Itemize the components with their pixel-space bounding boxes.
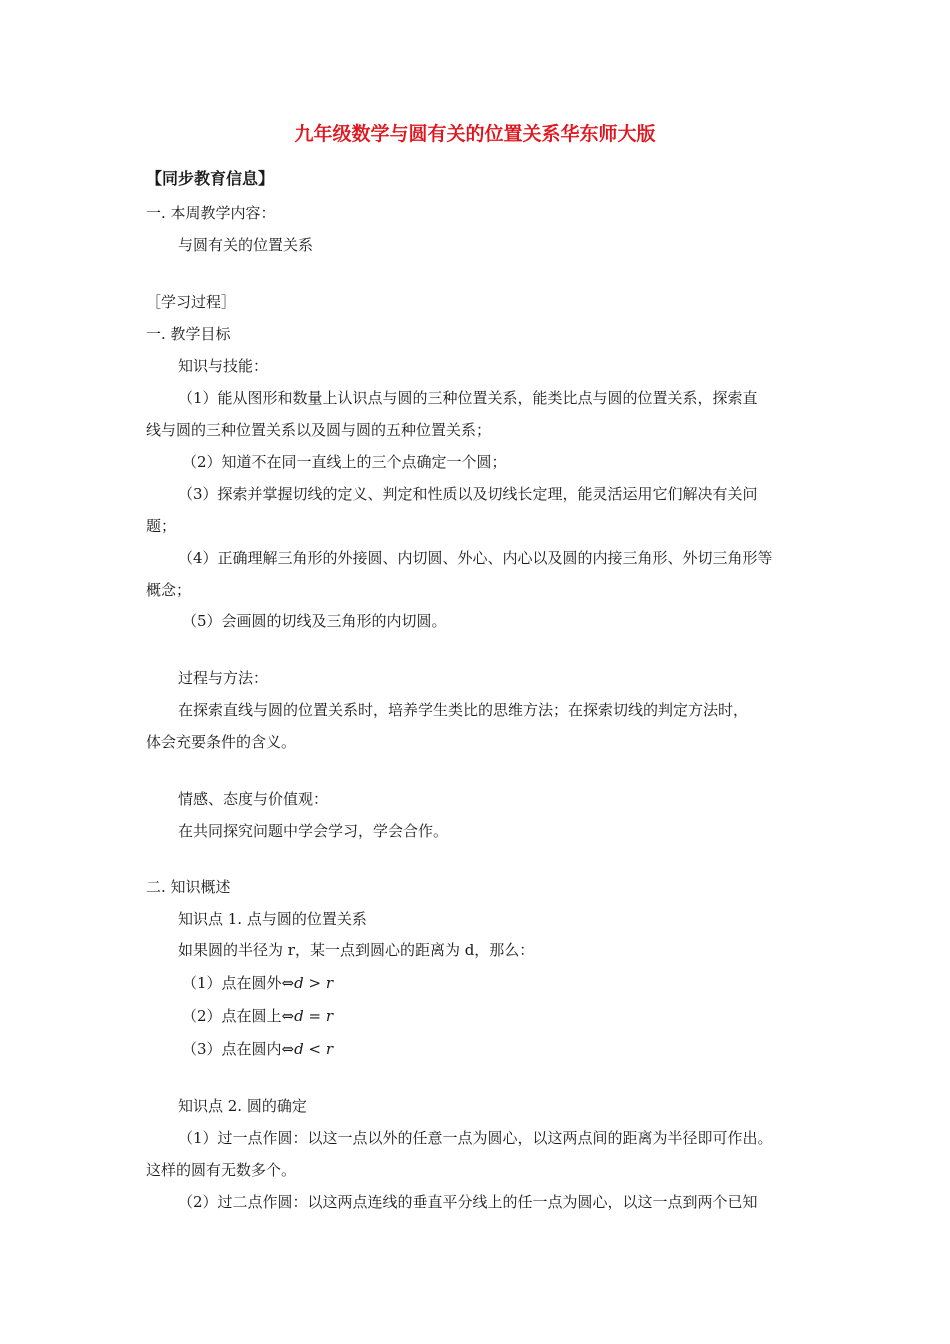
process-method-label: 过程与方法： (178, 669, 269, 687)
kp1-item (182, 1007, 846, 1025)
page-title: 九年级数学与圆有关的位置关系华东师大版 (294, 123, 656, 145)
knowledge-item-3-cont: 题； (146, 517, 177, 535)
process-method-text-cont: 体会充要条件的含义。 (146, 733, 297, 751)
kp1-item-label: （2）点在圆上⇔ (182, 1007, 295, 1025)
knowledge-item-3: （3）探索并掌握切线的定义、判定和性质以及切线长定理，能灵活运用它们解决有关问 (178, 485, 758, 503)
knowledge-item-4-cont: 概念； (146, 581, 192, 599)
kp1-intro: 如果圆的半径为 r，某一点到圆心的距离为 d，那么： (178, 941, 535, 959)
kp1-item-label: （3）点在圆内⇔ (182, 1040, 295, 1058)
section-header: 【同步教育信息】 (146, 169, 275, 188)
knowledge-item-2: （2）知道不在同一直线上的三个点确定一个圆； (182, 453, 507, 471)
section-1-heading: 一. 本周教学内容： (146, 204, 276, 222)
kp2-item-1: （1）过一点作圆：以这一点以外的任意一点为圆心，以这两点间的距离为半径即可作出。 (178, 1129, 773, 1147)
kp2-item-2: （2）过二点作圆：以这两点连线的垂直平分线上的任一点为圆心，以这一点到两个已知 (178, 1193, 758, 1211)
kp2-item-1-cont: 这样的圆有无数多个。 (146, 1161, 297, 1179)
kp1-item (182, 1040, 846, 1058)
kp2-title: 知识点 2. 圆的确定 (178, 1097, 307, 1115)
knowledge-item-1-cont: 线与圆的三种位置关系以及圆与圆的五种位置关系； (146, 421, 492, 439)
emotion-text: 在共同探究问题中学会学习，学会合作。 (178, 822, 449, 840)
process-label: ［学习过程］ (146, 293, 237, 311)
knowledge-item-5: （5）会画圆的切线及三角形的内切圆。 (182, 612, 447, 630)
process-method-text: 在探索直线与圆的位置关系时，培养学生类比的思维方法；在探索切线的判定方法时， (178, 701, 749, 719)
kp1-item-label: （1）点在圆外⇔ (182, 974, 295, 992)
knowledge-label: 知识与技能： (178, 357, 269, 375)
goal-heading: 一. 教学目标 (146, 325, 231, 343)
kp1-item-math: d > r (294, 974, 334, 992)
knowledge-item-1: （1）能从图形和数量上认识点与圆的三种位置关系，能类比点与圆的位置关系，探索直 (178, 389, 758, 407)
knowledge-item-4: （4）正确理解三角形的外接圆、内切圆、外心、内心以及圆的内接三角形、外切三角形等 (178, 549, 773, 567)
section-2-heading: 二. 知识概述 (146, 878, 231, 896)
kp1-item-math: d = r (294, 1007, 334, 1025)
emotion-label: 情感、态度与价值观： (178, 790, 329, 808)
kp1-item (182, 974, 846, 992)
kp1-title: 知识点 1. 点与圆的位置关系 (178, 910, 367, 928)
section-1-content: 与圆有关的位置关系 (178, 236, 314, 254)
kp1-item-math: d < r (294, 1040, 334, 1058)
